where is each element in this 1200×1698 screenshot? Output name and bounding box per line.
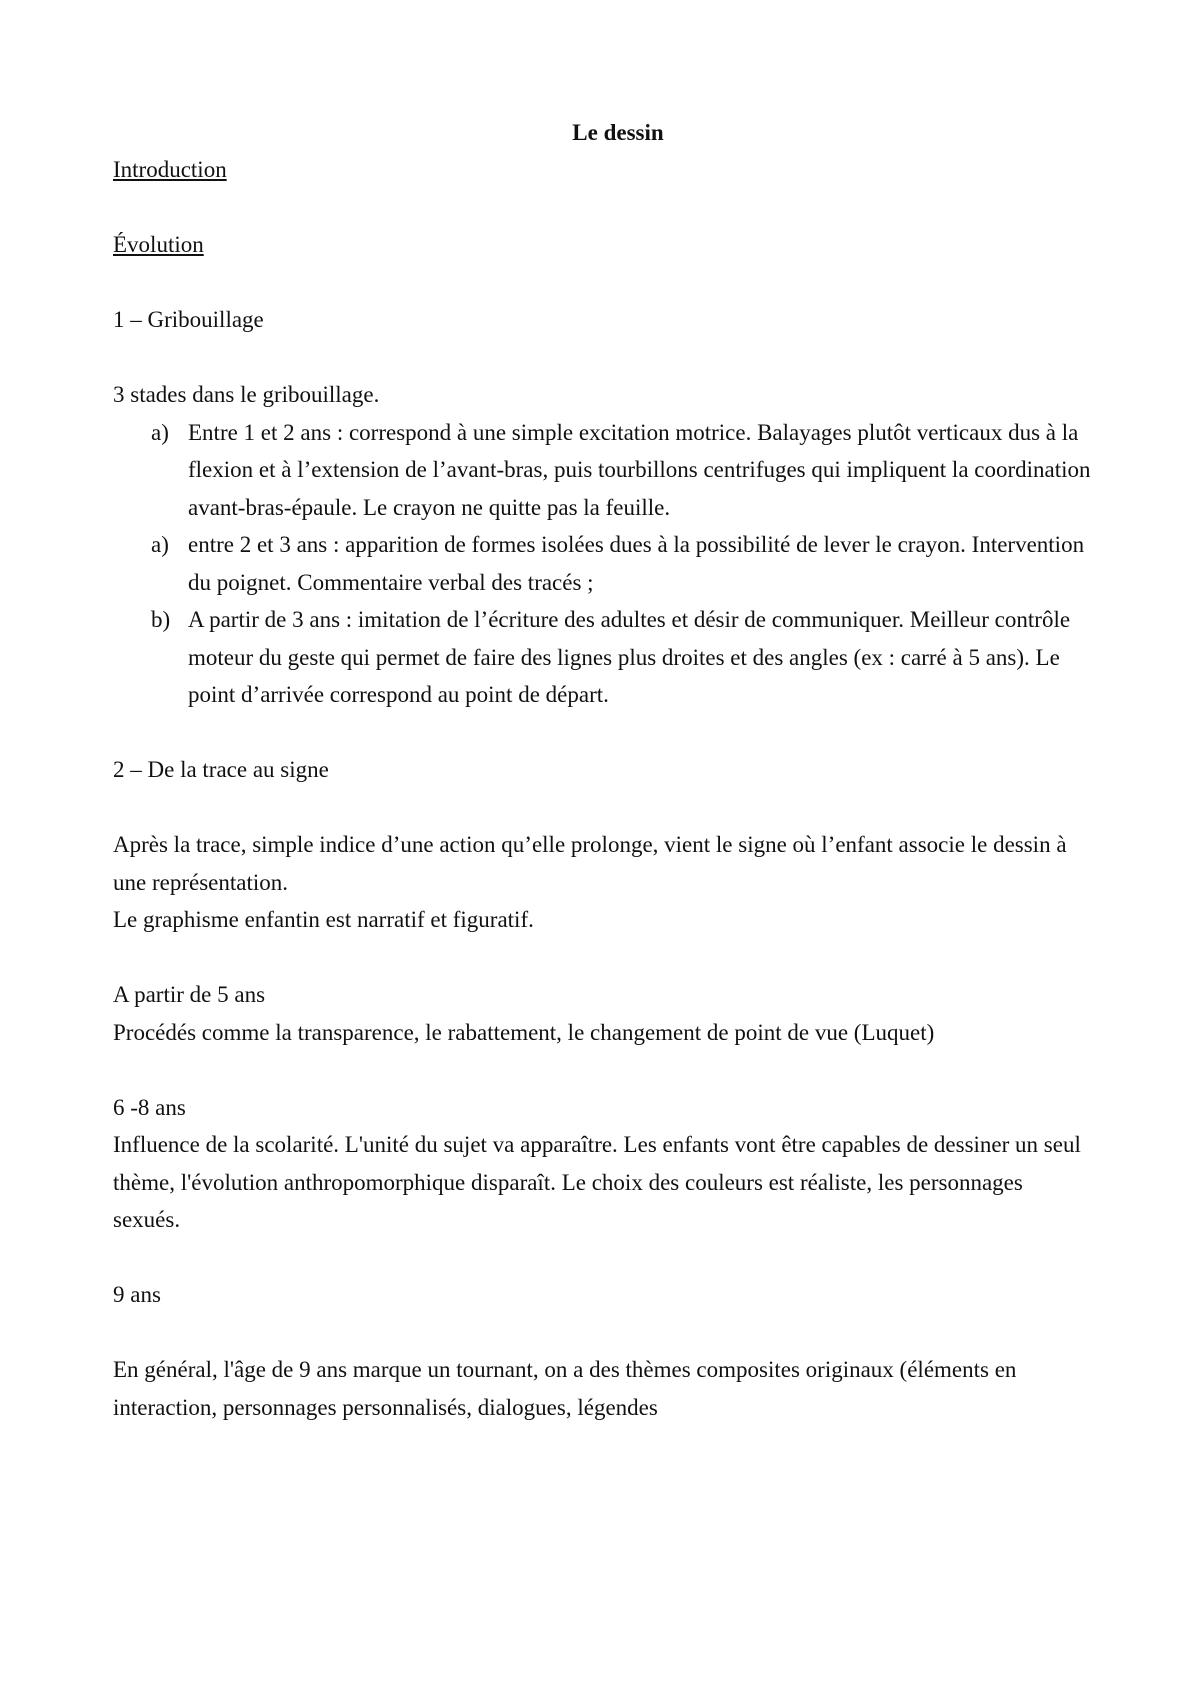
age-9-text: En général, l'âge de 9 ans marque un tournant, on a des thèmes composites originaux (éléments en interaction, personnages personnalisés, dialogues, légendes: [113, 1357, 1017, 1420]
heading-introduction: Introduction: [113, 157, 227, 182]
list-item: [113, 414, 1093, 527]
spacer: [113, 264, 1093, 302]
age-9-heading: 9 ans: [113, 1282, 161, 1307]
list-marker: b): [151, 607, 171, 632]
spacer: [113, 1051, 1093, 1089]
spacer: [113, 939, 1093, 977]
section-2-paragraph: Le graphisme enfantin est narratif et figuratif.: [113, 907, 534, 932]
section-2-paragraph: Après la trace, simple indice d’une action qu’elle prolonge, vient le signe où l’enfant associe le dessin à une représentation.: [113, 832, 1067, 895]
list-marker: a): [151, 532, 169, 557]
list-item-text: entre 2 et 3 ans : apparition de formes isolées dues à la possibilité de lever le crayon. Intervention du poignet. Commentaire verbal des tracés ;: [188, 532, 1085, 595]
age-6-8-text: Influence de la scolarité. L'unité du sujet va apparaître. Les enfants vont être capables de dessiner un seul thème, l'évolution anthropomorphique disparaît. Le choix des couleurs est réaliste, les personnages sexués.: [113, 1132, 1081, 1232]
document-body: [113, 114, 1093, 1426]
document-title: Le dessin: [572, 120, 664, 145]
section-2-heading: 2 – De la trace au signe: [113, 757, 329, 782]
spacer: [113, 789, 1093, 827]
list-item-text: A partir de 3 ans : imitation de l’écriture des adultes et désir de communiquer. Meilleur contrôle moteur du geste qui permet de faire des lignes plus droites et des angles (ex : carré à 5 ans). Le point d’arrivée correspond au point de départ.: [188, 607, 1071, 707]
spacer: [113, 339, 1093, 377]
spacer: [113, 714, 1093, 752]
age-6-8-heading: 6 -8 ans: [113, 1094, 186, 1120]
list-item: [113, 526, 1093, 601]
list-item: [113, 601, 1093, 714]
stages-list: [113, 414, 1093, 714]
heading-evolution: Évolution: [113, 232, 204, 257]
spacer: [113, 1239, 1093, 1277]
list-marker: a): [151, 419, 169, 445]
age-5-text: Procédés comme la transparence, le rabattement, le changement de point de vue (Luquet): [113, 1019, 935, 1045]
section-1-heading: 1 – Gribouillage: [113, 307, 264, 332]
age-5-heading: A partir de 5 ans: [113, 982, 266, 1007]
spacer: [113, 189, 1093, 227]
section-1-lead: 3 stades dans le gribouillage.: [113, 382, 380, 407]
list-item-text: Entre 1 et 2 ans : correspond à une simple excitation motrice. Balayages plutôt verticaux dus à la flexion et à l’extension de l’avant-bras, puis tourbillons centrifuges qui impliquent la coordination avant-bras-épaule. Le crayon ne quitte pas la feuille.: [188, 419, 1091, 520]
spacer: [113, 1314, 1093, 1352]
